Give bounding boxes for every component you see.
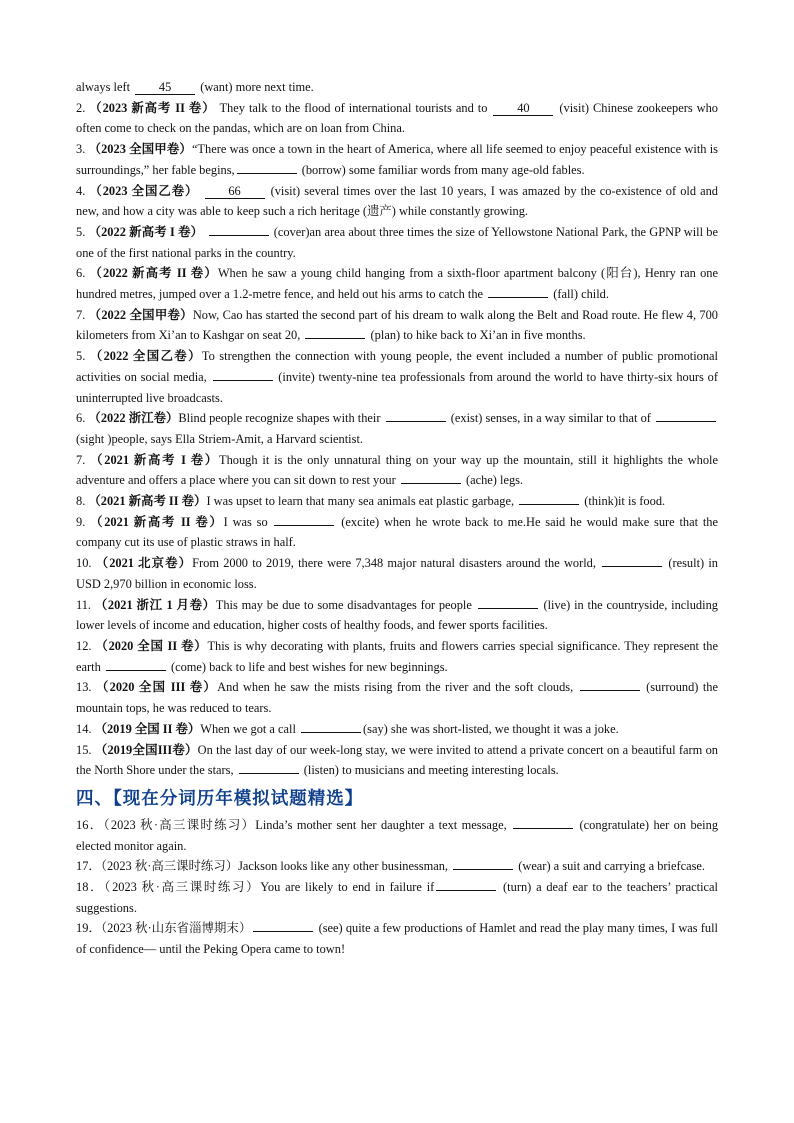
question-5-b [76,346,718,408]
question-text: You are likely to end in failure if [260,880,435,895]
question-6 [76,263,718,304]
question-text: Jackson looks like any other businessman, [238,859,452,874]
answer-blank[interactable] [213,380,273,381]
question-text: “There was once a town in the heart of America, where all life seemed to enjoy peaceful existence with is surroundings,” her fable begins, [76,142,718,177]
answer-blank[interactable]: 45 [135,80,195,95]
question-12 [76,636,718,677]
question-text: (cover)an area about three times the size of Yellowstone National Park, the GPNP will be one of the first national parks in the country. [76,224,719,260]
question-text: (turn) a deaf ear to the teachers’ practical suggestions. [76,880,718,915]
question-1-continued [76,77,718,98]
question-number: 7. [76,452,91,467]
question-text: To strengthen the connection with young people, the event included a number of public promotional activities on social media, [76,349,718,384]
answer-blank[interactable] [519,504,579,505]
question-source: （2023 全国乙卷） [89,183,199,198]
question-source: （2019 全国 II 卷） [94,721,201,736]
answer-blank[interactable] [453,869,513,870]
question-text: (exist) senses, in a way similar to that of [447,411,655,426]
question-source: （2021 浙江 1 月卷） [94,597,216,612]
question-text: When he saw a young child hanging from a sixth-floor apartment balcony (阳台), Henry ran one hundred metres, jumped over a 1.2-metre fence, and held out his arms to catch the [76,266,718,302]
question-14 [76,719,718,740]
question-text: (come) back to life and best wishes for new beginnings. [167,659,448,674]
question-text: (fall) child. [550,287,609,302]
question-text: (plan) to hike back to Xi’an in five months. [367,328,586,343]
answer-blank[interactable] [386,421,446,422]
answer-blank[interactable] [237,173,297,174]
question-source: （2023 新高考 II 卷） [89,100,216,115]
answer-blank[interactable]: 66 [205,184,265,199]
answer-blank[interactable] [436,890,496,891]
answer-blank[interactable] [656,421,716,422]
answer-blank[interactable]: 40 [493,101,553,116]
question-source: （2021 北京卷） [95,556,193,571]
section-heading: 四、【现在分词历年模拟试题精选】 [76,788,364,809]
question-text: (result) in USD 2,970 billion in economic loss. [76,556,718,591]
question-text: I was so [223,514,273,529]
question-source: （2023 秋·高三课时练习） [103,817,256,832]
question-source: （2021 新高考 II 卷） [88,494,207,509]
answer-blank[interactable] [239,773,299,774]
answer-blank[interactable] [602,566,662,567]
question-text: They talk to the flood of international tourists and to [215,100,492,115]
question-number: 13. [76,680,96,695]
question-19 [76,918,718,959]
question-text: (congratulate) her on being elected monitor again. [76,817,719,853]
answer-blank[interactable] [513,828,573,829]
question-number: 15. [76,742,95,757]
question-text: (visit) several times over the last 10 years, I was amazed by the co-existence of old and new, and how a city was able to keep such a rich heritage (遗产) while constantly growing. [76,183,718,219]
question-text [198,184,202,198]
answer-blank[interactable] [301,732,361,733]
question-source: （2020 全国 II 卷） [95,638,208,653]
question-number: 6. [76,266,90,281]
question-text: (say) she was short-listed, we thought it was a joke. [363,721,619,736]
answer-blank[interactable] [478,608,538,609]
question-source: （2022 新高考 II 卷） [89,266,218,281]
question-number: 18． [76,880,105,895]
question-number: 12. [76,638,96,653]
question-text: And when he saw the mists rising from the river and the soft clouds, [217,680,578,695]
question-15 [76,740,718,781]
answer-blank[interactable] [274,525,334,526]
answer-blank[interactable] [580,690,640,691]
question-text: Now, Cao has started the second part of his dream to walk along the Belt and Road route. He flew 4, 700 kilometers from Xi’an to Kashgar on seat 20, [76,307,719,343]
question-6-b [76,408,718,449]
question-11 [76,595,718,636]
question-text: Linda’s mother sent her daughter a text message, [255,817,512,832]
question-7 [76,305,718,346]
question-number: 3. [76,142,89,157]
question-text [203,225,206,239]
question-text: On the last day of our week-long stay, we were invited to attend a private concert on a beautiful farm on the North Shore under the stars, [76,742,718,778]
question-text: Though it is the only unnatural thing on your way up the mountain, still it highlights the whole adventure and offers a place where you can sit down to rest your [76,452,718,488]
question-5 [76,222,718,263]
question-text: Blind people recognize shapes with their [178,411,384,426]
question-text: (visit) Chinese zookeepers who often come to check on the pandas, which are on loan from China. [76,100,719,136]
answer-blank[interactable] [305,338,365,339]
document-body [76,77,718,960]
question-number: 4. [76,183,90,198]
question-number: 11. [76,597,95,612]
answer-blank[interactable] [253,931,313,932]
question-text: (sight )people, says Ella Striem-Amit, a Harvard scientist. [76,431,363,446]
answer-blank[interactable] [209,235,269,236]
question-number: 16． [76,817,104,832]
question-text: (borrow) some familiar words from many age-old fables. [298,162,585,177]
question-text: This may be due to some disadvantages for people [215,597,476,612]
answer-blank[interactable] [401,483,461,484]
question-text: (ache) legs. [462,473,524,488]
question-source: （2019全国III卷） [94,742,198,757]
question-text: (wear) a suit and carrying a briefcase. [515,859,706,874]
question-text: (see) quite a few productions of Hamlet and read the play many times, I was full of confidence— until the Peking Opera came to town! [76,921,718,957]
question-source: （2023 秋·山东省淄博期末） [100,921,252,936]
question-text: always left [76,80,134,94]
question-3 [76,139,718,180]
question-source: （2021 新高考 II 卷） [90,514,224,529]
question-number: 10. [76,556,96,571]
answer-blank[interactable] [488,297,548,298]
question-18 [76,877,718,918]
question-source: （2022 全国乙卷） [89,349,202,364]
question-number: 8. [76,494,89,509]
question-9 [76,512,718,553]
question-number: 14. [76,721,95,736]
question-text: When we got a call [200,721,300,736]
question-2 [76,98,718,139]
question-17 [76,856,718,877]
question-text: (think)it is food. [581,494,666,509]
question-number: 9. [76,514,91,529]
question-number: 7. [76,307,89,322]
question-source: （2021 新高考 I 卷） [90,452,220,467]
question-source: （2023 全国甲卷） [88,142,192,157]
question-text: From 2000 to 2019, there were 7,348 major natural disasters around the world, [192,556,601,571]
question-number: 5. [76,349,90,364]
question-text: (excite) when he wrote back to me.He said he would make sure that the company cut its use of plastic straws in half. [76,514,718,550]
question-source: （2023 秋·高三课时练习） [100,859,239,874]
question-text: (invite) twenty-nine tea professionals from around the world to have thirty-six hours of uninterrupted live broadcasts. [76,369,718,405]
question-text: (live) in the countryside, including lower levels of income and education, higher costs of healthy foods, and fewer sports facilities. [76,597,718,633]
answer-blank[interactable] [106,670,166,671]
question-10 [76,553,718,594]
question-number: 6. [76,411,89,426]
question-source: （2022 全国甲卷） [88,307,193,322]
question-7-b [76,450,718,491]
question-8 [76,491,718,512]
question-number: 17． [76,859,101,874]
question-13 [76,677,718,718]
question-source: （2023 秋·高三课时练习） [104,880,261,895]
question-text: (listen) to musicians and meeting interesting locals. [300,763,559,778]
question-source: （2022 新高考 I 卷） [88,224,204,239]
question-text: (want) more next time. [197,80,314,94]
question-4 [76,181,718,222]
question-number: 5. [76,224,89,239]
question-text: (surround) the mountain tops, he was reduced to tears. [76,680,718,716]
question-source: （2020 全国 III 卷） [95,680,218,695]
question-number: 2. [76,100,90,115]
question-text: This is why decorating with plants, fruits and flowers carries special significance. They represent the earth [76,638,718,674]
question-text: I was upset to learn that many sea animals eat plastic garbage, [206,494,518,509]
question-number: 19． [76,921,101,936]
question-16 [76,815,718,856]
question-source: （2022 浙江卷） [88,411,179,426]
